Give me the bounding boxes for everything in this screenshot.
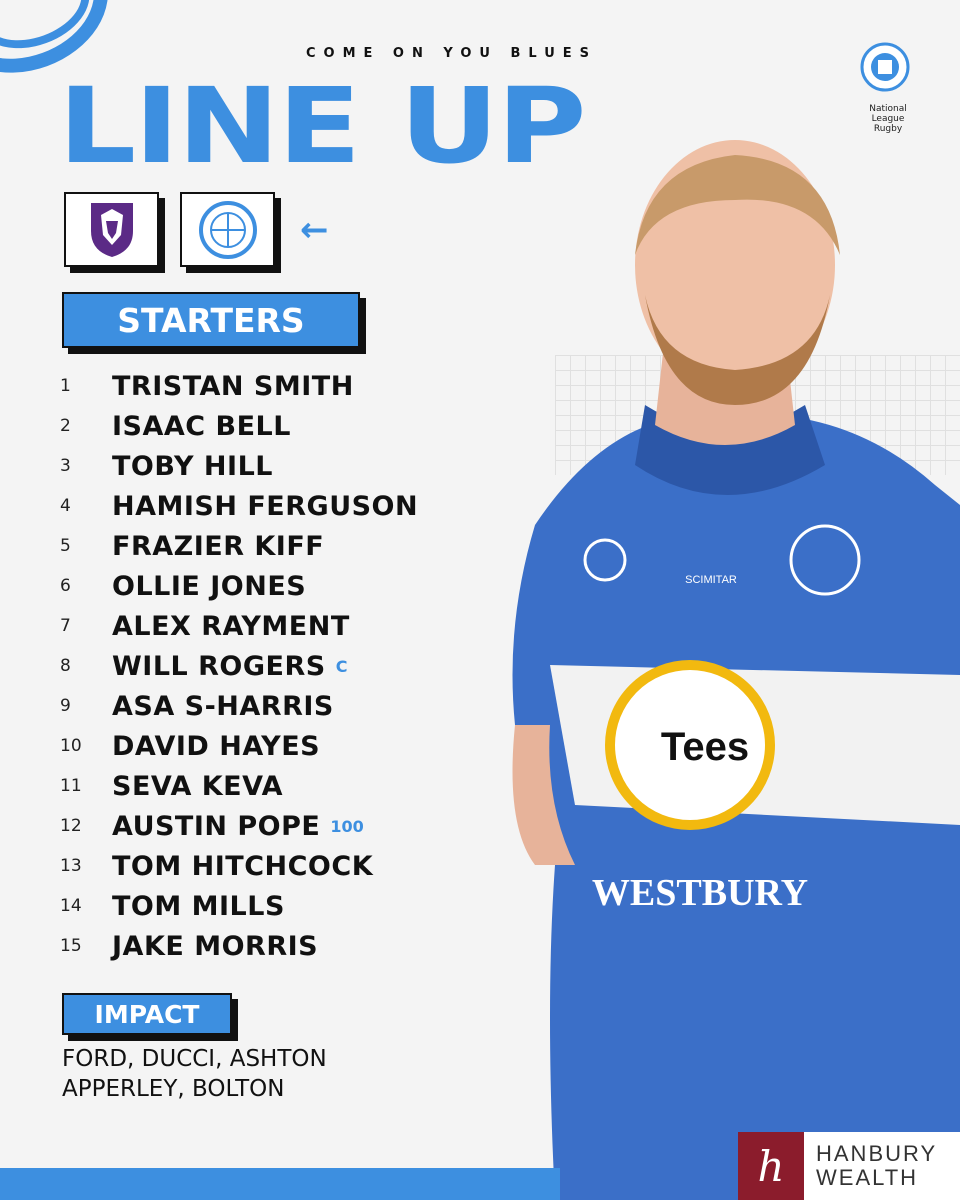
- club-badge-icon: [860, 42, 910, 96]
- player-row: [60, 606, 418, 646]
- player-number: 3: [60, 456, 71, 476]
- player-tag: 100: [330, 816, 364, 836]
- impact-line-1: FORD, DUCCI, ASHTON: [62, 1046, 327, 1072]
- sponsor-name-line-2: WEALTH: [816, 1165, 919, 1190]
- player-row: [60, 446, 418, 486]
- player-row: [60, 766, 418, 806]
- home-team-crest: [64, 192, 159, 267]
- jersey-kit-brand: SCIMITAR: [685, 574, 737, 586]
- player-number: 8: [60, 656, 71, 676]
- player-name: HAMISH FERGUSON: [112, 490, 419, 522]
- impact-players: [62, 1044, 327, 1104]
- player-number: 6: [60, 576, 71, 596]
- player-number: 9: [60, 696, 71, 716]
- starters-list: [60, 366, 418, 966]
- player-name: OLLIE JONES: [112, 570, 307, 602]
- away-team-crest: [180, 192, 275, 267]
- player-number: 1: [60, 376, 71, 396]
- player-row: [60, 646, 418, 686]
- bishops-stortford-crest-icon: [199, 201, 257, 259]
- player-number: 4: [60, 496, 71, 516]
- player-name: SEVA KEVA: [112, 770, 284, 802]
- player-row: [60, 566, 418, 606]
- sponsor-name-line-1: HANBURY: [816, 1141, 938, 1166]
- bottom-bar: [0, 1168, 560, 1200]
- player-row: [60, 806, 418, 846]
- player-name: ALEX RAYMENT: [112, 610, 350, 642]
- player-name: TOM MILLS: [112, 890, 285, 922]
- player-tag: C: [335, 656, 348, 676]
- player-name: TRISTAN SMITH: [112, 370, 354, 402]
- player-name: TOM HITCHCOCK: [112, 850, 374, 882]
- page-title: LINE UP: [58, 65, 585, 187]
- impact-line-2: APPERLEY, BOLTON: [62, 1076, 285, 1102]
- player-number: 2: [60, 416, 71, 436]
- sponsor-logo-icon: h: [738, 1132, 804, 1200]
- player-number: 5: [60, 536, 71, 556]
- tagline: COME ON YOU BLUES: [306, 46, 598, 61]
- player-row: [60, 406, 418, 446]
- league-logo: National League Rugby: [869, 104, 907, 134]
- player-row: [60, 846, 418, 886]
- sponsor-banner: [738, 1132, 960, 1200]
- lion-crest-icon: [89, 201, 135, 259]
- player-name: ASA S-HARRIS: [112, 690, 334, 722]
- player-number: 7: [60, 616, 71, 636]
- player-row: [60, 726, 418, 766]
- player-row: [60, 366, 418, 406]
- player-number: 10: [60, 736, 82, 756]
- player-name: JAKE MORRIS: [112, 930, 319, 962]
- player-row: [60, 926, 418, 966]
- impact-label: IMPACT: [62, 993, 232, 1035]
- player-number: 14: [60, 896, 82, 916]
- player-photo: [495, 105, 960, 1200]
- jersey-sponsor-westbury: WESTBURY: [591, 872, 809, 914]
- sponsor-name: [816, 1142, 937, 1190]
- starters-label: STARTERS: [62, 292, 360, 348]
- jersey-sponsor-tees: Tees: [660, 725, 750, 769]
- player-name: TOBY HILL: [112, 450, 273, 482]
- player-number: 11: [60, 776, 82, 796]
- player-row: [60, 486, 418, 526]
- arrow-left-icon: ←: [300, 210, 329, 250]
- player-name: DAVID HAYES: [112, 730, 321, 762]
- player-name: AUSTIN POPE: [112, 810, 321, 842]
- player-number: 15: [60, 936, 82, 956]
- player-name: ISAAC BELL: [112, 410, 291, 442]
- player-name: WILL ROGERS: [112, 650, 326, 682]
- player-row: [60, 886, 418, 926]
- player-name: FRAZIER KIFF: [112, 530, 325, 562]
- player-number: 12: [60, 816, 82, 836]
- player-row: [60, 526, 418, 566]
- player-number: 13: [60, 856, 82, 876]
- player-row: [60, 686, 418, 726]
